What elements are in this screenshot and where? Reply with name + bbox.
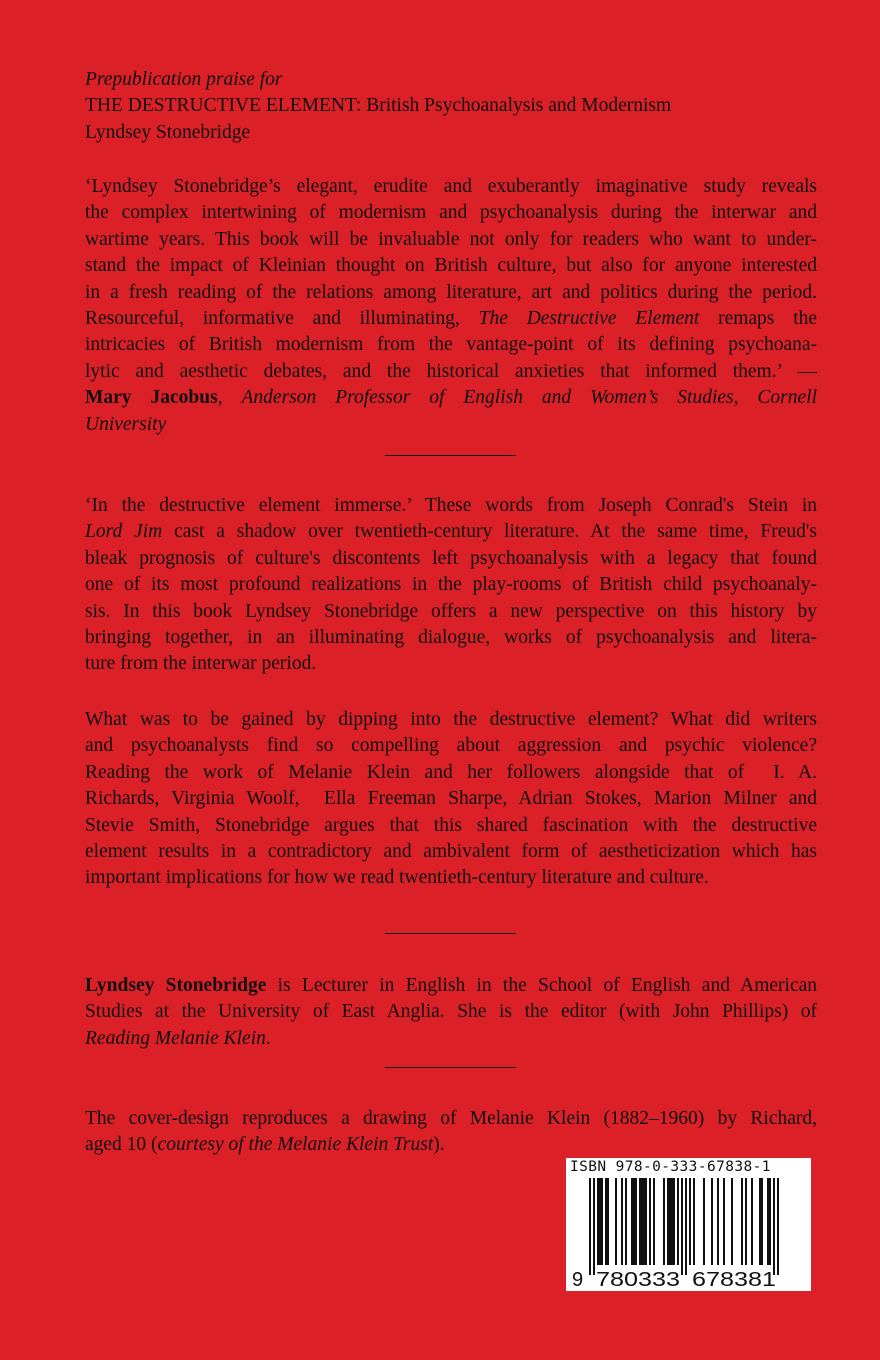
- isbn-barcode: [566, 1158, 811, 1291]
- barcode-bar: [741, 1178, 743, 1265]
- desc-line: bleak prognosis of culture's discontents left psychoanalysis with a legacy that found: [85, 547, 817, 569]
- cover-credit: [85, 1106, 817, 1159]
- quote-line: ‘Lyndsey Stonebridge’s elegant, erudite and exuberantly imaginative study reveals: [85, 176, 817, 197]
- barcode-bar: [773, 1178, 775, 1275]
- quote-line: lytic and aesthetic debates, and the historical anxieties that informed them.’ —: [85, 360, 817, 382]
- barcode-bar: [597, 1178, 599, 1265]
- barcode-bar: [671, 1178, 673, 1265]
- barcode-bar: [663, 1178, 665, 1265]
- barcode-bar: [703, 1178, 705, 1265]
- desc-line: Stevie Smith, Stonebridge argues that this shared fascination with the destructive: [85, 814, 817, 836]
- barcode-bar: [645, 1178, 647, 1265]
- bio-line: Lyndsey Stonebridge is Lecturer in English in the School of English and American: [85, 975, 818, 996]
- bio-line: Reading Melanie Klein.: [85, 1027, 271, 1049]
- quote-line: intricacies of British modernism from the vantage-point of its defining psychoana-: [85, 334, 817, 356]
- barcode-bar: [635, 1178, 637, 1265]
- barcode-bar: [653, 1178, 655, 1265]
- barcode-bar: [593, 1178, 595, 1275]
- barcode-bar: [685, 1178, 687, 1275]
- barcode-bar: [731, 1178, 733, 1265]
- barcode-bar: [607, 1178, 609, 1265]
- barcode-bar: [761, 1178, 763, 1265]
- divider-3: [385, 1067, 516, 1068]
- divider-1: [385, 455, 516, 456]
- desc-line: important implications for how we read twentieth-century literature and culture.: [85, 867, 709, 889]
- desc-line: and psychoanalysts find so compelling about aggression and psychic violence?: [85, 735, 817, 757]
- desc-line: one of its most profound realizations in the play-rooms of British child psychoanaly-: [85, 574, 817, 596]
- description-paragraph-1: [85, 493, 817, 678]
- barcode-bars: [589, 1178, 779, 1275]
- barcode-bar: [681, 1178, 683, 1275]
- barcode-bar: [649, 1178, 651, 1265]
- barcode-bar: [625, 1178, 627, 1265]
- barcode-digit-first: 9: [572, 1269, 584, 1291]
- barcode-bar: [677, 1178, 679, 1265]
- barcode-bar: [601, 1178, 603, 1265]
- barcode-graphic: [566, 1158, 811, 1291]
- barcode-bar: [631, 1178, 633, 1265]
- desc-line: element results in a contradictory and ambivalent form of aestheticization which has: [85, 841, 817, 863]
- quote-line: Resourceful, informative and illuminating, The Destructive Element remaps the: [85, 308, 818, 330]
- quote-attribution: Mary Jacobus, Anderson Professor of English and Women’s Studies, Cornell: [85, 387, 818, 409]
- praise-label: Prepublication praise for: [85, 69, 283, 90]
- desc-line: sis. In this book Lyndsey Stonebridge offers a new perspective on this history by: [85, 600, 817, 622]
- barcode-bar: [693, 1178, 695, 1265]
- barcode-digits-right: 678381: [692, 1269, 776, 1291]
- description-paragraph-2: [85, 707, 817, 892]
- barcode-bar: [605, 1178, 607, 1265]
- barcode-bar: [673, 1178, 675, 1265]
- barcode-bar: [769, 1178, 771, 1265]
- desc-line: bringing together, in an illuminating dialogue, works of psychoanalysis and litera-: [85, 627, 817, 649]
- barcode-bar: [615, 1178, 617, 1265]
- barcode-bar: [599, 1178, 601, 1265]
- quote-line: in a fresh reading of the relations among literature, art and politics during the period.: [85, 281, 817, 303]
- desc-line: Lord Jim cast a shadow over twentieth-century literature. At the same time, Freud's: [85, 521, 817, 543]
- desc-line: Reading the work of Melanie Klein and her followers alongside that of I. A.: [85, 761, 817, 783]
- barcode-bar: [689, 1178, 691, 1265]
- attribution-name: Mary Jacobus: [85, 387, 218, 409]
- credit-line: aged 10 (courtesy of the Melanie Klein Trust).: [85, 1134, 445, 1156]
- quote-line: wartime years. This book will be invaluable not only for readers who want to under-: [85, 228, 817, 250]
- barcode-bar: [723, 1178, 725, 1265]
- barcode-bar: [759, 1178, 761, 1265]
- barcode-bar: [717, 1178, 719, 1265]
- desc-line: Richards, Virginia Woolf, Ella Freeman Sharpe, Adrian Stokes, Marion Milner and: [85, 788, 817, 810]
- isbn-label: ISBN 978-0-333-67838-1: [570, 1159, 771, 1175]
- barcode-bar: [711, 1178, 713, 1265]
- barcode-bar: [751, 1178, 753, 1265]
- barcode-bar: [641, 1178, 643, 1265]
- barcode-bar: [667, 1178, 669, 1265]
- header: [85, 67, 817, 146]
- barcode-bar: [633, 1178, 635, 1265]
- barcode-bar: [767, 1178, 769, 1265]
- praise-quote: [85, 174, 817, 438]
- author-bio: [85, 973, 817, 1052]
- quote-attribution-cont: University: [85, 413, 167, 435]
- barcode-digits-left: 780333: [596, 1269, 680, 1291]
- desc-line: ture from the interwar period.: [85, 653, 317, 675]
- barcode-bar: [745, 1178, 747, 1265]
- barcode-bar: [643, 1178, 645, 1265]
- barcode-bar: [777, 1178, 779, 1275]
- barcode-bar: [621, 1178, 623, 1265]
- author-name: Lyndsey Stonebridge: [85, 121, 251, 143]
- barcode-bar: [589, 1178, 591, 1275]
- bio-author-name: Lyndsey Stonebridge: [85, 975, 267, 996]
- bio-line: Studies at the University of East Anglia. She is the editor (with John Phillips) of: [85, 1001, 817, 1023]
- book-title: THE DESTRUCTIVE ELEMENT: British Psychoanalysis and Modernism: [85, 95, 672, 117]
- desc-line: ‘In the destructive element immerse.’ These words from Joseph Conrad's Stein in: [85, 495, 817, 516]
- credit-line: The cover-design reproduces a drawing of Melanie Klein (1882–1960) by Richard,: [85, 1108, 817, 1129]
- quote-line: stand the impact of Kleinian thought on British culture, but also for anyone interested: [85, 255, 817, 277]
- desc-line: What was to be gained by dipping into the destructive element? What did writers: [85, 709, 817, 730]
- divider-2: [385, 933, 516, 934]
- barcode-bar: [669, 1178, 671, 1265]
- quote-line: the complex intertwining of modernism and psychoanalysis during the interwar and: [85, 202, 817, 224]
- barcode-bar: [639, 1178, 641, 1265]
